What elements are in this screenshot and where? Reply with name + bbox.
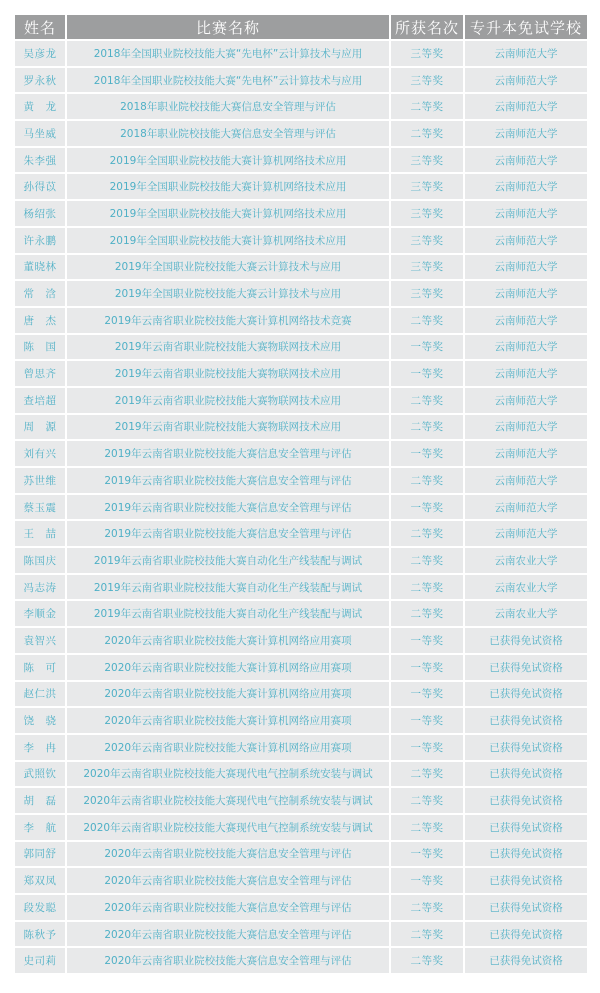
cell-competition: 2018年全国职业院校技能大赛“先电杯”云计算技术与应用	[67, 41, 389, 66]
table-row	[15, 708, 587, 733]
header-row	[15, 15, 587, 39]
cell-name: 查培超	[15, 388, 65, 413]
cell-school: 已获得免试资格	[465, 628, 587, 653]
cell-rank: 一等奖	[391, 682, 463, 707]
cell-competition: 2020年云南省职业院校技能大赛现代电气控制系统安装与调试	[67, 788, 389, 813]
cell-name: 郑双凤	[15, 868, 65, 893]
table-row	[15, 601, 587, 626]
cell-rank: 三等奖	[391, 255, 463, 280]
cell-school: 云南师范大学	[465, 41, 587, 66]
cell-school: 云南师范大学	[465, 121, 587, 146]
table-row	[15, 361, 587, 386]
table-row	[15, 895, 587, 920]
header-name: 姓名	[15, 15, 65, 39]
table-row	[15, 228, 587, 253]
cell-school: 云南师范大学	[465, 228, 587, 253]
cell-name: 周 源	[15, 415, 65, 440]
cell-rank: 一等奖	[391, 735, 463, 760]
cell-competition: 2020年云南省职业院校技能大赛信息安全管理与评估	[67, 922, 389, 947]
table-row	[15, 281, 587, 306]
cell-school: 已获得免试资格	[465, 868, 587, 893]
header-competition: 比赛名称	[67, 15, 389, 39]
cell-competition: 2019年云南省职业院校技能大赛物联网技术应用	[67, 415, 389, 440]
cell-competition: 2020年云南省职业院校技能大赛计算机网络应用赛项	[67, 655, 389, 680]
cell-name: 罗永秋	[15, 68, 65, 93]
cell-rank: 一等奖	[391, 335, 463, 360]
table-row	[15, 628, 587, 653]
table-row	[15, 441, 587, 466]
cell-competition: 2019年全国职业院校技能大赛计算机网络技术应用	[67, 228, 389, 253]
cell-name: 孙得苡	[15, 174, 65, 199]
cell-school: 云南师范大学	[465, 468, 587, 493]
cell-school: 已获得免试资格	[465, 815, 587, 840]
cell-competition: 2019年云南省职业院校技能大赛自动化生产线装配与调试	[67, 575, 389, 600]
header-school: 专升本免试学校	[465, 15, 587, 39]
cell-school: 已获得免试资格	[465, 922, 587, 947]
cell-competition: 2019年全国职业院校技能大赛计算机网络技术应用	[67, 201, 389, 226]
table-row	[15, 255, 587, 280]
cell-competition: 2020年云南省职业院校技能大赛计算机网络应用赛项	[67, 735, 389, 760]
cell-school: 云南师范大学	[465, 201, 587, 226]
table-row	[15, 922, 587, 947]
table-row	[15, 548, 587, 573]
cell-rank: 二等奖	[391, 308, 463, 333]
cell-competition: 2019年全国职业院校技能大赛云计算技术与应用	[67, 255, 389, 280]
cell-name: 曾思齐	[15, 361, 65, 386]
cell-competition: 2020年云南省职业院校技能大赛信息安全管理与评估	[67, 842, 389, 867]
cell-school: 云南师范大学	[465, 361, 587, 386]
cell-school: 云南师范大学	[465, 308, 587, 333]
table-row	[15, 815, 587, 840]
cell-school: 云南师范大学	[465, 174, 587, 199]
cell-rank: 一等奖	[391, 842, 463, 867]
awards-table-container	[15, 15, 585, 975]
cell-name: 吴彦龙	[15, 41, 65, 66]
table-row	[15, 174, 587, 199]
cell-rank: 二等奖	[391, 415, 463, 440]
cell-rank: 二等奖	[391, 388, 463, 413]
cell-competition: 2019年全国职业院校技能大赛云计算技术与应用	[67, 281, 389, 306]
cell-school: 已获得免试资格	[465, 788, 587, 813]
table-row	[15, 842, 587, 867]
table-row	[15, 201, 587, 226]
table-row	[15, 682, 587, 707]
cell-competition: 2020年云南省职业院校技能大赛信息安全管理与评估	[67, 868, 389, 893]
cell-rank: 二等奖	[391, 788, 463, 813]
cell-school: 云南师范大学	[465, 281, 587, 306]
cell-name: 陈 国	[15, 335, 65, 360]
cell-name: 李顺金	[15, 601, 65, 626]
cell-school: 云南农业大学	[465, 601, 587, 626]
table-row	[15, 521, 587, 546]
cell-rank: 三等奖	[391, 201, 463, 226]
cell-name: 赵仁洪	[15, 682, 65, 707]
cell-rank: 二等奖	[391, 601, 463, 626]
cell-competition: 2020年云南省职业院校技能大赛信息安全管理与评估	[67, 948, 389, 973]
cell-school: 已获得免试资格	[465, 735, 587, 760]
cell-rank: 三等奖	[391, 41, 463, 66]
cell-school: 云南师范大学	[465, 94, 587, 119]
cell-rank: 一等奖	[391, 361, 463, 386]
table-row	[15, 468, 587, 493]
cell-rank: 一等奖	[391, 628, 463, 653]
table-row	[15, 415, 587, 440]
table-row	[15, 575, 587, 600]
cell-competition: 2019年全国职业院校技能大赛计算机网络技术应用	[67, 148, 389, 173]
cell-rank: 三等奖	[391, 228, 463, 253]
cell-school: 云南农业大学	[465, 548, 587, 573]
table-row	[15, 735, 587, 760]
cell-competition: 2019年云南省职业院校技能大赛自动化生产线装配与调试	[67, 601, 389, 626]
cell-competition: 2020年云南省职业院校技能大赛计算机网络应用赛项	[67, 682, 389, 707]
cell-rank: 二等奖	[391, 922, 463, 947]
cell-rank: 一等奖	[391, 868, 463, 893]
table-body	[15, 41, 587, 973]
cell-competition: 2019年云南省职业院校技能大赛物联网技术应用	[67, 388, 389, 413]
table-row	[15, 495, 587, 520]
cell-competition: 2019年云南省职业院校技能大赛信息安全管理与评估	[67, 441, 389, 466]
cell-name: 陈秋予	[15, 922, 65, 947]
cell-name: 武照钦	[15, 762, 65, 787]
cell-rank: 二等奖	[391, 575, 463, 600]
cell-school: 云南师范大学	[465, 388, 587, 413]
cell-rank: 三等奖	[391, 148, 463, 173]
cell-school: 已获得免试资格	[465, 655, 587, 680]
cell-competition: 2018年全国职业院校技能大赛“先电杯”云计算技术与应用	[67, 68, 389, 93]
cell-name: 饶 骁	[15, 708, 65, 733]
cell-competition: 2019年云南省职业院校技能大赛物联网技术应用	[67, 335, 389, 360]
cell-rank: 三等奖	[391, 174, 463, 199]
cell-name: 杨绍张	[15, 201, 65, 226]
cell-name: 袁智兴	[15, 628, 65, 653]
cell-name: 冯志涛	[15, 575, 65, 600]
cell-name: 李 航	[15, 815, 65, 840]
cell-name: 陈国庆	[15, 548, 65, 573]
cell-rank: 二等奖	[391, 121, 463, 146]
table-row	[15, 121, 587, 146]
table-row	[15, 68, 587, 93]
cell-name: 许永鹏	[15, 228, 65, 253]
cell-competition: 2019年云南省职业院校技能大赛计算机网络技术竞赛	[67, 308, 389, 333]
awards-table	[13, 13, 589, 975]
table-row	[15, 41, 587, 66]
table-row	[15, 762, 587, 787]
cell-competition: 2020年云南省职业院校技能大赛计算机网络应用赛项	[67, 628, 389, 653]
cell-competition: 2018年职业院校技能大赛信息安全管理与评估	[67, 94, 389, 119]
table-row	[15, 655, 587, 680]
cell-name: 李 冉	[15, 735, 65, 760]
table-row	[15, 148, 587, 173]
cell-rank: 一等奖	[391, 708, 463, 733]
cell-competition: 2019年全国职业院校技能大赛计算机网络技术应用	[67, 174, 389, 199]
cell-name: 王 喆	[15, 521, 65, 546]
table-row	[15, 94, 587, 119]
cell-rank: 二等奖	[391, 548, 463, 573]
cell-school: 云南师范大学	[465, 335, 587, 360]
table-row	[15, 948, 587, 973]
cell-name: 马坐威	[15, 121, 65, 146]
cell-rank: 三等奖	[391, 281, 463, 306]
cell-school: 云南师范大学	[465, 255, 587, 280]
cell-competition: 2019年云南省职业院校技能大赛自动化生产线装配与调试	[67, 548, 389, 573]
table-row	[15, 788, 587, 813]
cell-name: 董晓林	[15, 255, 65, 280]
cell-rank: 二等奖	[391, 815, 463, 840]
cell-competition: 2020年云南省职业院校技能大赛信息安全管理与评估	[67, 895, 389, 920]
cell-name: 蔡玉震	[15, 495, 65, 520]
cell-rank: 一等奖	[391, 655, 463, 680]
cell-name: 苏世维	[15, 468, 65, 493]
cell-rank: 二等奖	[391, 762, 463, 787]
cell-competition: 2019年云南省职业院校技能大赛信息安全管理与评估	[67, 468, 389, 493]
table-row	[15, 335, 587, 360]
cell-rank: 三等奖	[391, 68, 463, 93]
cell-school: 已获得免试资格	[465, 948, 587, 973]
cell-school: 云南师范大学	[465, 68, 587, 93]
cell-competition: 2018年职业院校技能大赛信息安全管理与评估	[67, 121, 389, 146]
cell-competition: 2020年云南省职业院校技能大赛现代电气控制系统安装与调试	[67, 815, 389, 840]
cell-school: 已获得免试资格	[465, 708, 587, 733]
cell-name: 常 浛	[15, 281, 65, 306]
cell-rank: 一等奖	[391, 495, 463, 520]
cell-competition: 2020年云南省职业院校技能大赛现代电气控制系统安装与调试	[67, 762, 389, 787]
cell-school: 云南师范大学	[465, 148, 587, 173]
cell-school: 云南农业大学	[465, 575, 587, 600]
cell-school: 已获得免试资格	[465, 682, 587, 707]
cell-name: 黄 龙	[15, 94, 65, 119]
cell-name: 郭同舒	[15, 842, 65, 867]
table-header	[15, 15, 587, 39]
cell-competition: 2019年云南省职业院校技能大赛信息安全管理与评估	[67, 521, 389, 546]
cell-name: 刘有兴	[15, 441, 65, 466]
cell-school: 云南师范大学	[465, 441, 587, 466]
table-row	[15, 868, 587, 893]
cell-rank: 二等奖	[391, 94, 463, 119]
cell-school: 云南师范大学	[465, 495, 587, 520]
cell-school: 云南师范大学	[465, 415, 587, 440]
cell-rank: 二等奖	[391, 948, 463, 973]
cell-competition: 2020年云南省职业院校技能大赛计算机网络应用赛项	[67, 708, 389, 733]
cell-school: 已获得免试资格	[465, 842, 587, 867]
cell-competition: 2019年云南省职业院校技能大赛物联网技术应用	[67, 361, 389, 386]
cell-competition: 2019年云南省职业院校技能大赛信息安全管理与评估	[67, 495, 389, 520]
cell-rank: 二等奖	[391, 468, 463, 493]
cell-name: 史司莉	[15, 948, 65, 973]
cell-rank: 二等奖	[391, 895, 463, 920]
header-rank: 所获名次	[391, 15, 463, 39]
cell-school: 已获得免试资格	[465, 895, 587, 920]
cell-name: 段发聪	[15, 895, 65, 920]
table-row	[15, 308, 587, 333]
cell-school: 已获得免试资格	[465, 762, 587, 787]
cell-name: 朱李强	[15, 148, 65, 173]
cell-rank: 一等奖	[391, 441, 463, 466]
cell-rank: 二等奖	[391, 521, 463, 546]
cell-school: 云南师范大学	[465, 521, 587, 546]
table-row	[15, 388, 587, 413]
cell-name: 唐 杰	[15, 308, 65, 333]
cell-name: 陈 可	[15, 655, 65, 680]
cell-name: 胡 磊	[15, 788, 65, 813]
